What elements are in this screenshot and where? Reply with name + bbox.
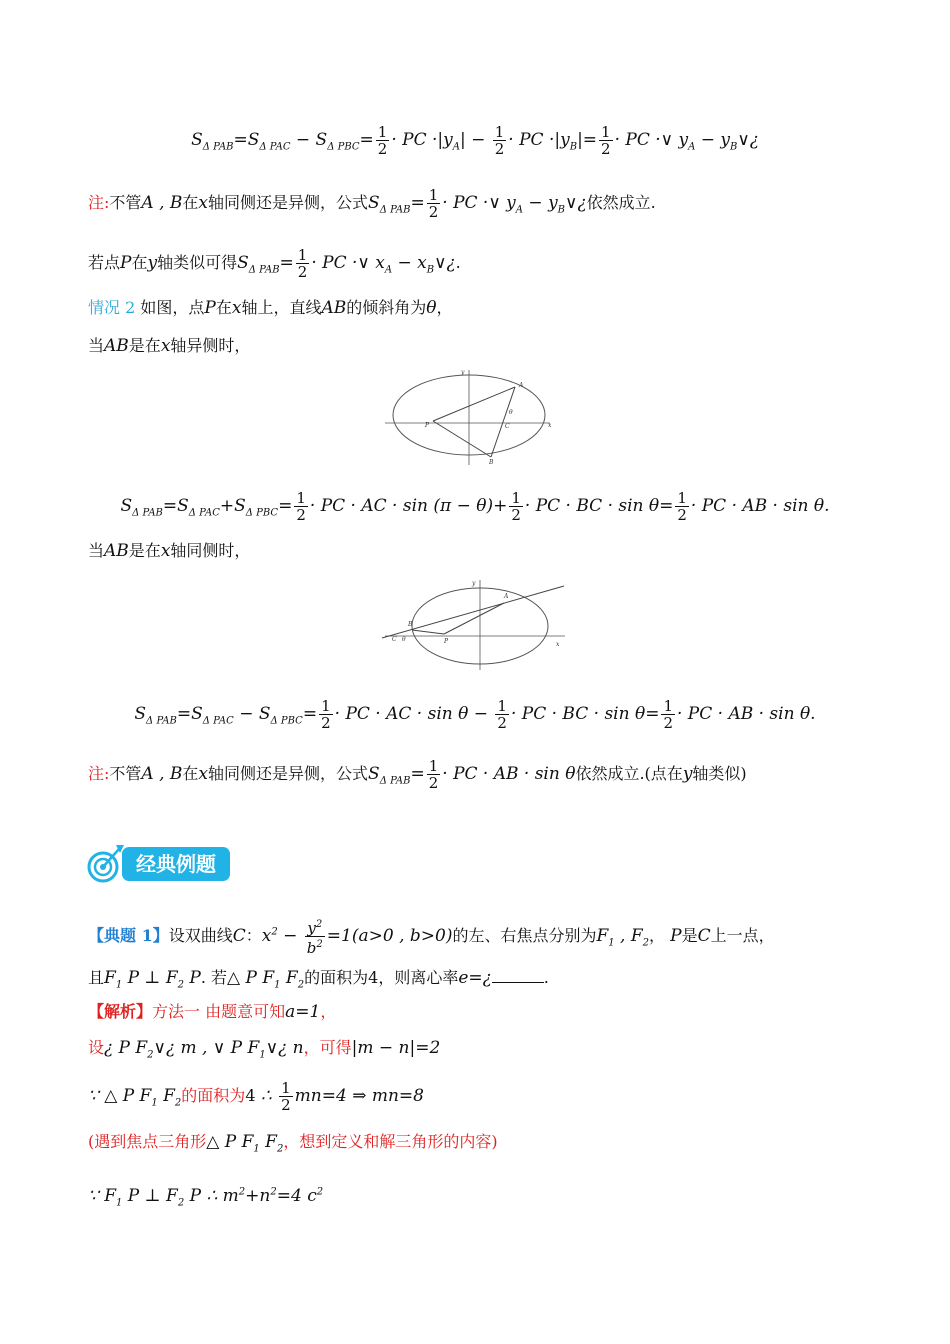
ellipse-figure-opposite xyxy=(385,365,565,470)
label-A: A xyxy=(519,382,524,389)
answer-blank[interactable] xyxy=(492,968,544,983)
case-same-side: 当AB是在x轴同侧时， xyxy=(88,541,251,561)
example-1-line-1: 【典题 1】设双曲线C：$x^2$ − $\frac{y^2}{b^2}$ =1(a>0 , b>0)的左、右焦点分别为$F_1$ , $F_2$， P是C上一点， xyxy=(88,919,775,957)
y-axis-analog: 若点P在y轴类似可得$S_{\Delta PAB}=$ $\frac{1}{2}$ · PC ·∨ $x_A$ − $x_B\vee¿$. xyxy=(88,246,461,281)
svg-text:P: P xyxy=(444,638,449,645)
ellipse-figure-same xyxy=(380,578,570,673)
svg-text:y: y xyxy=(472,580,476,587)
case-opposite-sides: 当AB是在x轴异侧时， xyxy=(88,336,251,356)
label-P: P xyxy=(425,422,430,429)
formula-area-difference: $S_{\Delta PAB}=S_{\Delta PAC} - S_{\Delta PBC}=$ $\frac{1}{2}$ · PC $\cdot|y_A|$ − $\frac{1}{2}$ · PC $\cdot|y_B|=$ $\frac{1}{2}$ · PC ·∨ $y_A$ − $y_B\vee¿$ xyxy=(191,123,759,158)
solution-line-4: ∵ $F_1$ P ⊥ $F_2$ P ∴ $m^2+n^2=4$ $c^2$ xyxy=(88,1185,324,1209)
target-icon xyxy=(86,843,126,885)
note-2: 注:不管A , B在x轴同侧还是异侧，公式$S_{\Delta PAB}=$ $\frac{1}{2}$ · PC · AB · sin θ依然成立.(点在y轴类似) xyxy=(88,757,747,792)
label-B: B xyxy=(489,459,494,466)
example-1-line-2: 且$F_1$ P ⊥ $F_2$ P. 若△ P $F_1$ $F_2$的面积为4，则离心率e=¿ . xyxy=(88,968,549,991)
case-2-intro: 情况 2 如图，点P在x轴上，直线AB的倾斜角为θ， xyxy=(88,298,453,318)
svg-text:x: x xyxy=(556,641,560,648)
solution-line-2: 设¿ P $F_2\vee¿$ m , ∨ P $F_1\vee¿$ n，可得|m − n|=2 xyxy=(88,1038,441,1061)
solution-tag: 【解析】 xyxy=(88,1002,153,1021)
label-theta: θ xyxy=(509,409,513,416)
case-label: 情况 2 xyxy=(88,298,136,317)
svg-text:A: A xyxy=(504,593,509,600)
svg-text:θ: θ xyxy=(402,636,406,643)
solution-line-1: 【解析】方法一 由题意可知a=1， xyxy=(88,1002,337,1022)
note-prefix: 注: xyxy=(88,193,110,212)
section-title: 经典例题 xyxy=(122,847,230,881)
formula-area-difference-2: $S_{\Delta PAB}=S_{\Delta PAC} - S_{\Delta PBC}=$ $\frac{1}{2}$ · PC · AC · sin θ − $\frac{1}{2}$ · PC · BC · sin θ= $\frac{1}{2}$ · PC · AB · sin θ. xyxy=(134,697,816,732)
label-C: C xyxy=(505,423,510,430)
example-tag: 【典题 1】 xyxy=(88,926,169,945)
label-y: y xyxy=(461,369,465,376)
note-1: 注:不管A , B在x轴同侧还是异侧，公式$S_{\Delta PAB}=$ $\frac{1}{2}$ · PC ·∨ $y_A$ − $y_B\vee¿$依然成立. xyxy=(88,186,656,221)
formula-area-sum: $S_{\Delta PAB}=S_{\Delta PAC}+S_{\Delta PBC}=$ $\frac{1}{2}$ · PC · AC · sin (π − θ)+ $\frac{1}{2}$ · PC · BC · sin θ= $\frac{1}{2}$ · PC · AB · sin θ. xyxy=(120,489,830,524)
solution-line-3: ∵ △ P $F_1$ $F_2$的面积为4 ∴ $\frac{1}{2}$ mn=4 ⇒ mn=8 xyxy=(88,1079,424,1114)
svg-text:B: B xyxy=(408,621,413,628)
label-x: x xyxy=(548,422,552,429)
solution-hint: (遇到焦点三角形△ P $F_1$ $F_2$，想到定义和解三角形的内容) xyxy=(88,1132,498,1155)
svg-text:C: C xyxy=(392,636,397,643)
